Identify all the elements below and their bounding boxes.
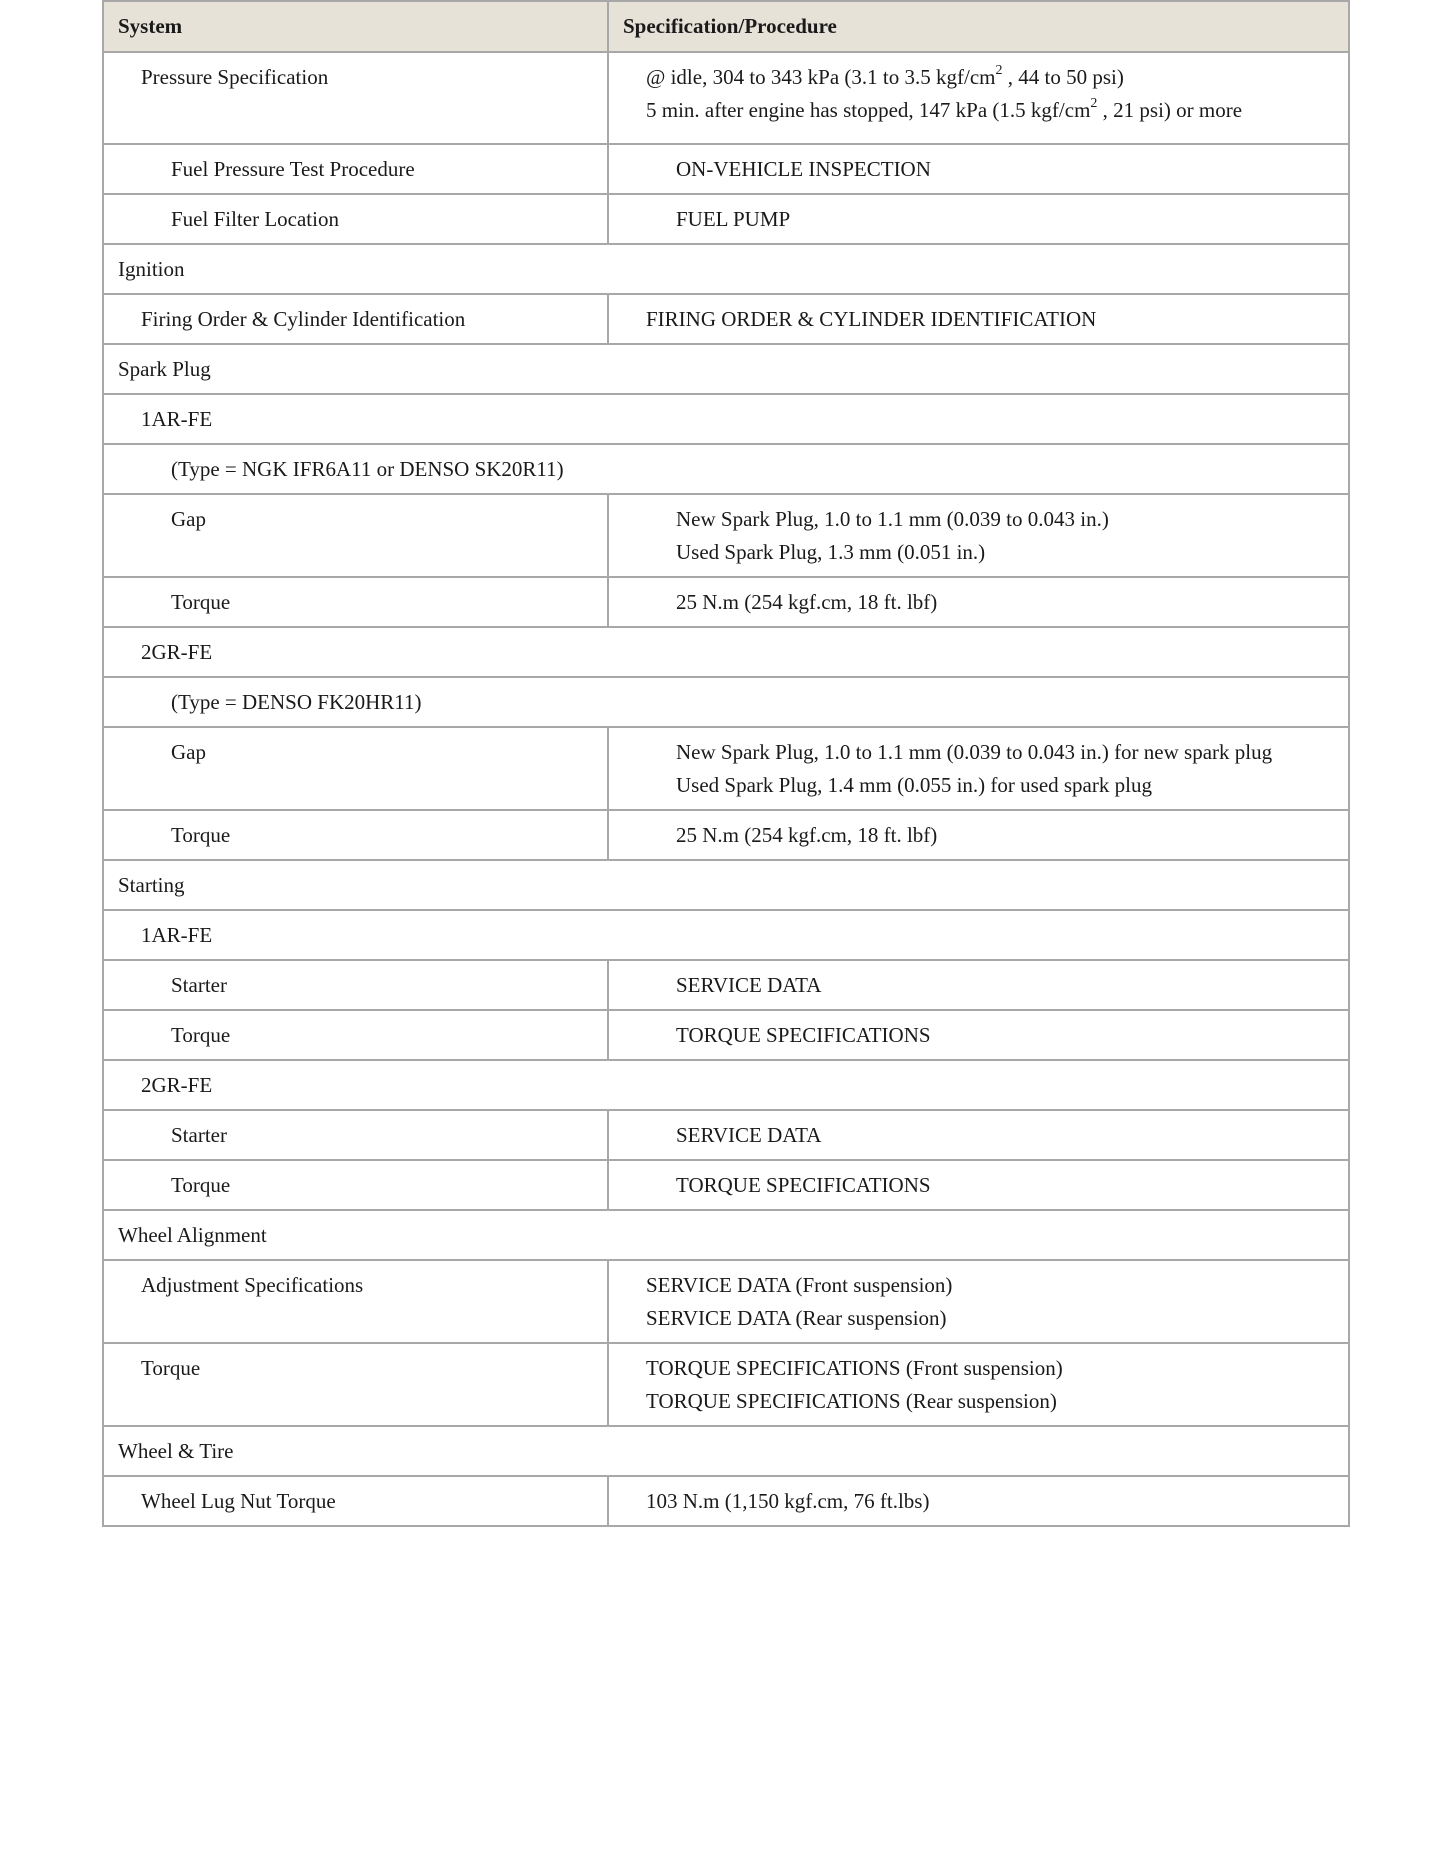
table-row [103, 727, 1349, 810]
table-row [103, 810, 1349, 860]
row-value: 25 N.m (254 kgf.cm, 18 ft. lbf) [608, 577, 1349, 627]
subsection-label: 2GR-FE [103, 627, 1349, 677]
row-label: Starter [103, 960, 608, 1010]
table-row [103, 1010, 1349, 1060]
row-label: Torque [103, 1010, 608, 1060]
row-label: Torque [103, 1343, 608, 1426]
table-row [103, 1476, 1349, 1526]
row-label: Starter [103, 1110, 608, 1160]
row-value: FUEL PUMP [608, 194, 1349, 244]
row-label: Gap [103, 494, 608, 577]
row-label: Wheel Lug Nut Torque [103, 1476, 608, 1526]
table-row [103, 1343, 1349, 1426]
row-value: 25 N.m (254 kgf.cm, 18 ft. lbf) [608, 810, 1349, 860]
section-label: Wheel & Tire [103, 1426, 1349, 1476]
table-row [103, 52, 1349, 144]
row-label: Fuel Filter Location [103, 194, 608, 244]
value-line: New Spark Plug, 1.0 to 1.1 mm (0.039 to 0.043 in.) for new spark plug [676, 740, 1273, 764]
table-row [103, 144, 1349, 194]
row-value: ON-VEHICLE INSPECTION [608, 144, 1349, 194]
row-label: Torque [103, 810, 608, 860]
value-line: Used Spark Plug, 1.4 mm (0.055 in.) for used spark plug [676, 773, 1152, 797]
subsection-label: 1AR-FE [103, 394, 1349, 444]
section-label: Starting [103, 860, 1349, 910]
subsection-row [103, 1060, 1349, 1110]
section-row [103, 860, 1349, 910]
row-label: Firing Order & Cylinder Identification [103, 294, 608, 344]
table-row [103, 294, 1349, 344]
subsection-label: 2GR-FE [103, 1060, 1349, 1110]
value-line: New Spark Plug, 1.0 to 1.1 mm (0.039 to 0.043 in.) [676, 507, 1109, 531]
section-label: Wheel Alignment [103, 1210, 1349, 1260]
value-line: TORQUE SPECIFICATIONS (Front suspension) [646, 1356, 1063, 1380]
row-label: Adjustment Specifications [103, 1260, 608, 1343]
row-value: 103 N.m (1,150 kgf.cm, 76 ft.lbs) [608, 1476, 1349, 1526]
row-label: Gap [103, 727, 608, 810]
subsection-row [103, 627, 1349, 677]
row-value [608, 1343, 1349, 1426]
section-label: Spark Plug [103, 344, 1349, 394]
subsection-row [103, 910, 1349, 960]
row-value: TORQUE SPECIFICATIONS [608, 1010, 1349, 1060]
table-header-row [103, 1, 1349, 52]
value-line: 5 min. after engine has stopped, 147 kPa (1.5 kgf/$cm^2$ , 21 psi) or more [646, 96, 1243, 122]
row-value [608, 494, 1349, 577]
section-row [103, 344, 1349, 394]
header-spec: Specification/Procedure [608, 1, 1349, 52]
table-row [103, 577, 1349, 627]
section-row [103, 1210, 1349, 1260]
header-system: System [103, 1, 608, 52]
table-row [103, 1260, 1349, 1343]
value-line: Used Spark Plug, 1.3 mm (0.051 in.) [676, 540, 986, 564]
specification-table [102, 0, 1350, 1527]
table-row [103, 494, 1349, 577]
row-value [608, 52, 1349, 144]
value-line: SERVICE DATA (Front suspension) [646, 1273, 953, 1297]
table-row [103, 1110, 1349, 1160]
type-label: (Type = NGK IFR6A11 or DENSO SK20R11) [103, 444, 1349, 494]
section-label: Ignition [103, 244, 1349, 294]
subsection-row [103, 444, 1349, 494]
subsection-label: 1AR-FE [103, 910, 1349, 960]
row-value [608, 727, 1349, 810]
table-row [103, 1160, 1349, 1210]
row-label: Torque [103, 1160, 608, 1210]
row-value [608, 1260, 1349, 1343]
row-value: TORQUE SPECIFICATIONS [608, 1160, 1349, 1210]
table-row [103, 960, 1349, 1010]
value-line: SERVICE DATA (Rear suspension) [646, 1306, 947, 1330]
value-line: @ idle, 304 to 343 kPa (3.1 to 3.5 kgf/$cm^2$ , 44 to 50 psi) [646, 63, 1124, 89]
row-value: FIRING ORDER & CYLINDER IDENTIFICATION [608, 294, 1349, 344]
row-label: Pressure Specification [103, 52, 608, 144]
table-row [103, 194, 1349, 244]
subsection-row [103, 677, 1349, 727]
section-row [103, 244, 1349, 294]
row-label: Torque [103, 577, 608, 627]
row-label: Fuel Pressure Test Procedure [103, 144, 608, 194]
type-label: (Type = DENSO FK20HR11) [103, 677, 1349, 727]
row-value: SERVICE DATA [608, 960, 1349, 1010]
row-value: SERVICE DATA [608, 1110, 1349, 1160]
value-line: TORQUE SPECIFICATIONS (Rear suspension) [646, 1389, 1057, 1413]
subsection-row [103, 394, 1349, 444]
section-row [103, 1426, 1349, 1476]
